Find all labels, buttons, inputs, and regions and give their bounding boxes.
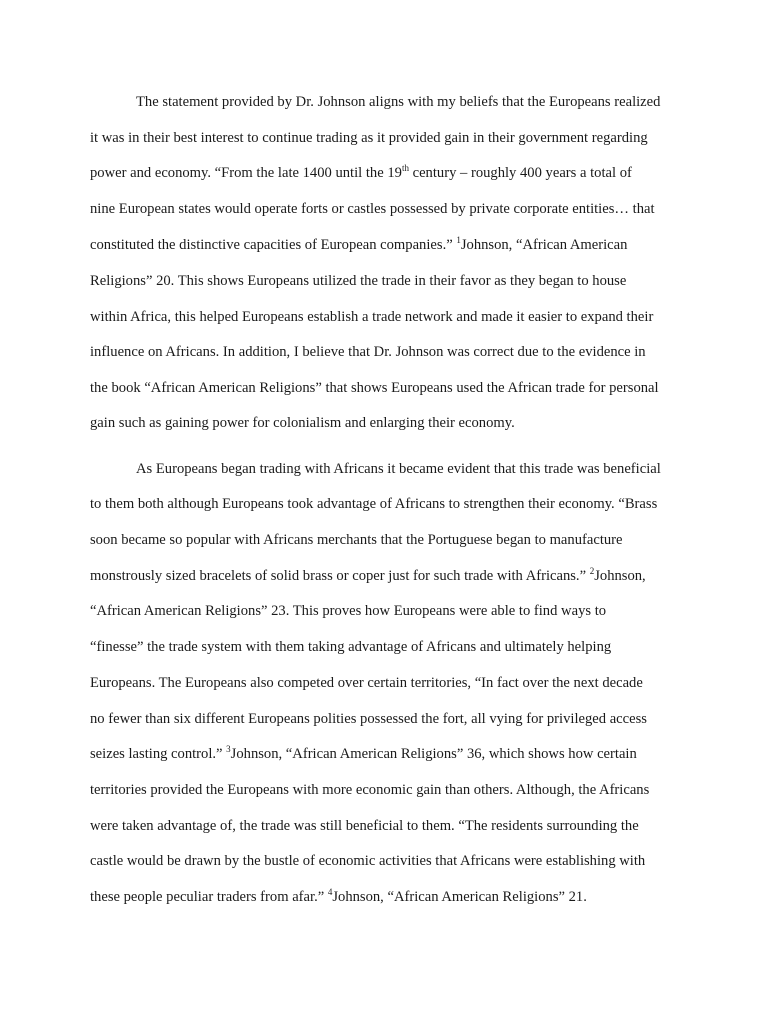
line-text: Johnson, “African American [460, 237, 628, 253]
line-text: nine European states would operate forts or castles possessed by private corporate entities… that [90, 201, 655, 217]
footnote-marker: 3 [226, 744, 231, 755]
line-text: the book “African American Religions” that shows Europeans used the African trade for personal [90, 380, 659, 396]
paragraph-2-line-9 [90, 745, 637, 763]
line-text: it was in their best interest to continue trading as it provided gain in their government regarding [90, 130, 648, 146]
line-text: Europeans. The Europeans also competed over certain territories, “In fact over the next decade [90, 675, 643, 691]
line-text: Johnson, “African American Religions” 21. [332, 889, 587, 905]
line-text: to them both although Europeans took advantage of Africans to strengthen their economy. “Brass [90, 496, 658, 512]
paragraph-1-line-4 [90, 200, 655, 218]
paragraph-2-line-1 [136, 460, 661, 478]
line-text: soon became so popular with Africans merchants that the Portuguese began to manufacture [90, 532, 623, 548]
paragraph-2-line-12 [90, 852, 645, 870]
paragraph-1-line-8 [90, 343, 646, 361]
line-text: century – roughly 400 years a total of [408, 165, 632, 181]
line-text: As Europeans began trading with Africans it became evident that this trade was beneficial [136, 461, 661, 477]
paragraph-1-line-5 [90, 236, 627, 254]
line-text: were taken advantage of, the trade was still beneficial to them. “The residents surrounding the [90, 818, 639, 834]
paragraph-1-line-1 [136, 93, 660, 111]
line-text: these people peculiar traders from afar.” [90, 889, 328, 905]
paragraph-2-line-7 [90, 674, 643, 692]
line-text: influence on Africans. In addition, I believe that Dr. Johnson was correct due to the evidence in [90, 344, 646, 360]
paragraph-1-line-2 [90, 129, 648, 147]
paragraph-2-line-4 [90, 567, 646, 585]
paragraph-2-line-3 [90, 531, 623, 549]
line-text: territories provided the Europeans with more economic gain than others. Although, the Africans [90, 782, 650, 798]
line-text: Johnson, [594, 568, 646, 584]
footnote-marker: 1 [456, 235, 461, 246]
line-text: monstrously sized bracelets of solid brass or coper just for such trade with Africans.” [90, 568, 590, 584]
line-text: “finesse” the trade system with them taking advantage of Africans and ultimately helping [90, 639, 612, 655]
paragraph-2-line-5 [90, 602, 606, 620]
paragraph-1-line-6 [90, 272, 626, 290]
paragraph-1-line-10 [90, 414, 515, 432]
line-text: Johnson, “African American Religions” 36, which shows how certain [230, 746, 637, 762]
line-text: within Africa, this helped Europeans establish a trade network and made it easier to expand their [90, 309, 654, 325]
paragraph-2-line-2 [90, 495, 657, 513]
paragraph-1-line-3 [90, 164, 632, 182]
paragraph-2-line-8 [90, 710, 647, 728]
paragraph-2-line-6 [90, 638, 611, 656]
line-text: gain such as gaining power for colonialism and enlarging their economy. [90, 415, 515, 431]
line-text: constituted the distinctive capacities of European companies.” [90, 237, 457, 253]
line-text: The statement provided by Dr. Johnson aligns with my beliefs that the Europeans realized [136, 94, 661, 110]
line-text: castle would be drawn by the bustle of economic activities that Africans were establishing with [90, 853, 646, 869]
superscript: th [401, 163, 409, 174]
footnote-marker: 2 [589, 566, 595, 577]
line-text: Religions” 20. This shows Europeans utilized the trade in their favor as they began to house [90, 273, 627, 289]
paragraph-2-line-13 [90, 888, 587, 906]
footnote-marker: 4 [327, 887, 333, 898]
paragraph-1-line-7 [90, 308, 653, 326]
line-text: seizes lasting control.” [90, 746, 227, 762]
paragraph-2-line-10 [90, 781, 649, 799]
paragraph-1-line-9 [90, 379, 659, 397]
paragraph-2-line-11 [90, 817, 639, 835]
line-text: “African American Religions” 23. This proves how Europeans were able to find ways to [90, 603, 607, 619]
line-text: no fewer than six different Europeans polities possessed the fort, all vying for privileged access [90, 711, 647, 727]
line-text: power and economy. “From the late 1400 until the 19 [90, 165, 402, 181]
